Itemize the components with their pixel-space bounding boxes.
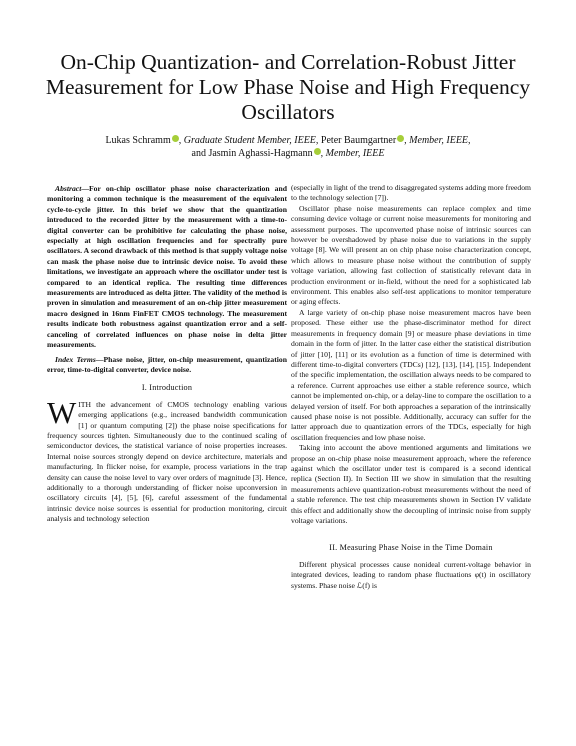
paragraph: A large variety of on-chip phase noise measurement macros have been proposed. These either use the phase-discriminator method for direct measurements in frequency domain [9] or measure phase deviations in time domain in the form of jitter. In the latter case either the statistical distribution of jitter [10], [11] or its evolution as a function of time is determined with different time-to-digital converters (TDCs) [12], [13], [14], [15]. Independent of the specific implementation, the oscillation always needs to be compared to a reference. Current approaches use either a stable reference source, which cannot be implemented on-chip, or a delay-line to compare the oscillation to a delayed version of itself. For both approaches a separation of the intrinsically caused phase noise is not possible. Additionally, accuracy can suffer for the latter approach due to quantization errors of the TDCs, especially for high oscillation frequencies and low phase noise. bbox=[291, 307, 531, 442]
author-name: Lukas Schramm bbox=[105, 135, 171, 146]
orcid-icon[interactable] bbox=[314, 148, 321, 155]
paragraph: Different physical processes cause nonideal current-voltage behavior in integrated devices, leading to random phase fluctuations φ(t) in oscillatory systems. Phase noise ℒ(f) is bbox=[291, 559, 531, 590]
author-affiliation: , Member, IEEE, bbox=[404, 135, 471, 146]
author-affiliation: , Graduate Student Member, IEEE, bbox=[178, 135, 319, 146]
author-affiliation: , Member, IEEE bbox=[320, 148, 385, 159]
author-name: Peter Baumgartner bbox=[320, 135, 397, 146]
index-terms-label: Index Terms bbox=[55, 354, 96, 364]
abstract-text: —For on-chip oscillator phase noise characterization and monitoring a common technique is the measurement of the equivalent cycle-to-cycle jitter. In this brief we show that the quantization introduced to the recorded jitter by the measurement with a time-to-digital converter can be prohibitive for calculating the phase noise, especially at high oscillation frequencies and for spectrally pure oscillators. A second drawback of this method is that supply voltage noise can mask the phase noise due to intrinsic device noise. To avoid these limitations, we investigate an approach where the oscillator under test is compared to an identical replica. The resulting time differences measurements are introduced as delta jitter. The validity of the method is proven in simulation and measurement of an on-chip jitter measurement macro designed in 16nm FinFET CMOS technology. The measurement results indicate both robustness against quantization error and a self-canceling of correlated influences on phase noise in delta jitter measurements. bbox=[47, 184, 287, 350]
paper-title: On-Chip Quantization- and Correlation-Robust Jitter Measurement for Low Phase Noise and High Frequency Oscillators bbox=[45, 50, 531, 124]
section-heading: II. Measuring Phase Noise in the Time Domain bbox=[329, 543, 493, 553]
abstract-label: Abstract bbox=[55, 184, 82, 193]
paragraph: Oscillator phase noise measurements can replace complex and time consuming device voltage or current noise measurements for monitoring and assessment purposes. The upconverted phase noise of intrinsic sources can however be overshadowed by phase noise due to variations in the supply voltage [8]. We will present an on chip phase noise characterization concept, which allows to measure phase noise without the contribution of supply voltage variation, allowing fast collection of statistically relevant data in production environment or in-field, without the need for a sophisticated lab environment. This enables also self-test applications to monitor temperature or aging effects. bbox=[291, 203, 531, 307]
right-column bbox=[291, 183, 531, 591]
left-column bbox=[47, 184, 287, 525]
abstract bbox=[47, 184, 287, 351]
index-terms bbox=[47, 355, 287, 376]
author-name: and Jasmin Aghassi-Hagmann bbox=[191, 148, 313, 159]
paragraph: Taking into account the above mentioned arguments and limitations we propose an on-chip phase noise measurement approach, where the reference against which the oscillator under test is compared is a second identical replica (Section II). In Section III we show in simulation that the resulting measurements achieve quantization-robust measurements without the need of a stable reference. The test chip measurements shown in Section IV validate this effect and additionally show the decoupling of intrinsic noise from supply voltage variations. bbox=[291, 443, 531, 525]
author-list bbox=[30, 134, 546, 160]
section-heading: I. Introduction bbox=[141, 383, 193, 393]
paragraph: (especially in light of the trend to disaggregated systems adding more freedom to the technology selection [7]). bbox=[291, 183, 531, 203]
index-terms-text: —Phase noise, jitter, on-chip measurement, quantization error, time-to-digital converter, device noise. bbox=[47, 354, 287, 374]
intro-text: ITH the advancement of CMOS technology enabling various emerging applications (e.g., increased bandwidth communication [1] or quantum computing [2]) the phase noise specifications for frequency sources tighten. Simultaneously due to the continued scaling of semiconductor devices, the statistical variance of noise properties increases. Internal noise sources strongly depend on device architecture, materials and manufacturing. In flicker noise, for example, process variations in the trap density can cause the noise level to vary over orders of magnitude [3]. Hence, additionally to a thorough understanding of flicker noise upconversion in oscillatory circuits [4], [5], [6], careful assessment of the fundamental intrinsic device noise sources is essential for production monitoring, circuit analysis and technology selection bbox=[47, 399, 287, 524]
orcid-icon[interactable] bbox=[172, 135, 179, 142]
drop-cap: W bbox=[47, 394, 77, 430]
intro-paragraph bbox=[47, 394, 287, 525]
